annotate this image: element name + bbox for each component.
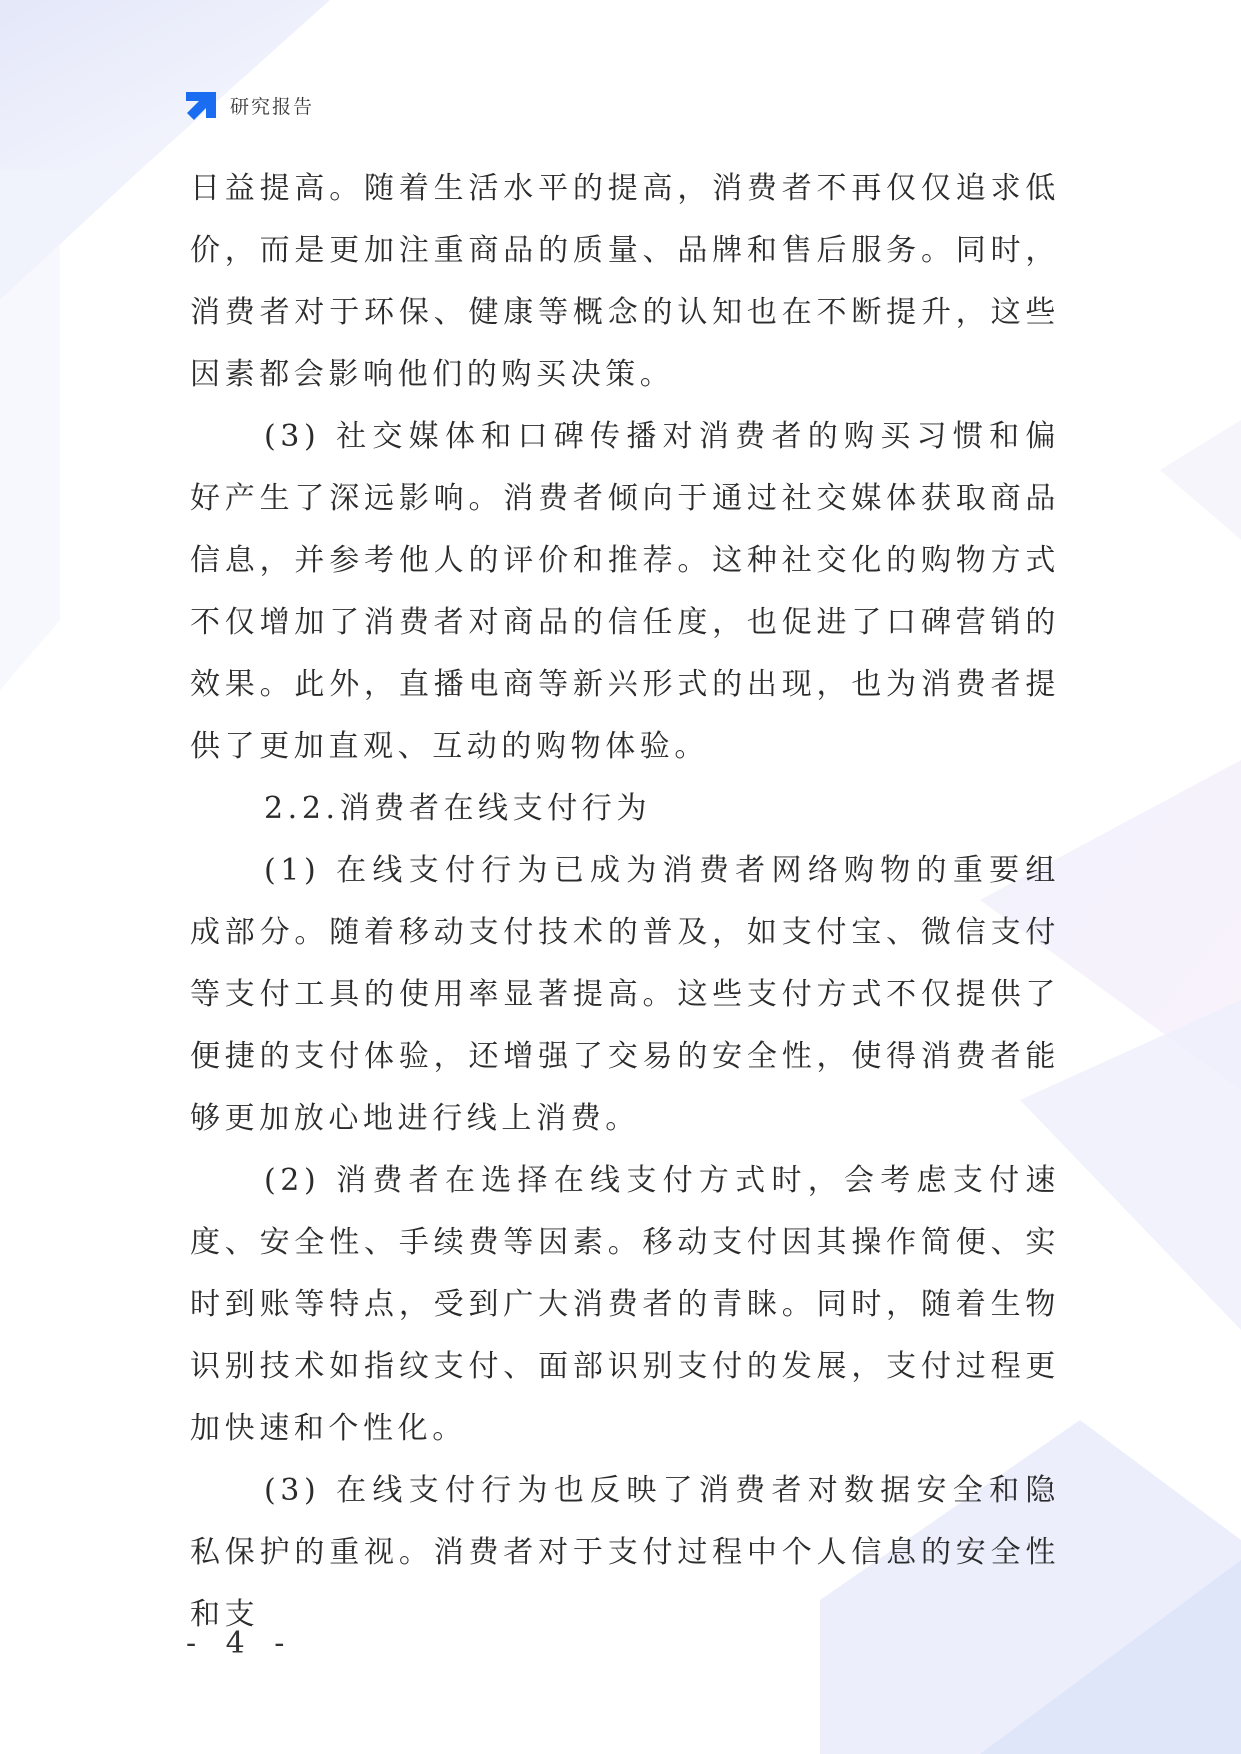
paragraph: 日益提高。随着生活水平的提高，消费者不再仅仅追求低价，而是更加注重商品的质量、品牌和售后服务。同时，消费者对于环保、健康等概念的认知也在不断提升，这些因素都会影响他们的购买决策。: [190, 171, 1060, 392]
paragraph: (2) 消费者在选择在线支付方式时，会考虑支付速度、安全性、手续费等因素。移动支付因其操作简便、实时到账等特点，受到广大消费者的青睐。同时，随着生物识别技术如指纹支付、面部识别支付的发展，支付过程更加快速和个性化。: [190, 1163, 1060, 1446]
document-body: [190, 158, 1060, 1646]
paragraph: (3) 社交媒体和口碑传播对消费者的购买习惯和偏好产生了深远影响。消费者倾向于通过社交媒体获取商品信息，并参考他人的评价和推荐。这种社交化的购物方式不仅增加了消费者对商品的信任度，也促进了口碑营销的效果。此外，直播电商等新兴形式的出现，也为消费者提供了更加直观、互动的购物体验。: [190, 419, 1060, 764]
page-number: - 4 -: [186, 1626, 295, 1661]
paragraph: (3) 在线支付行为也反映了消费者对数据安全和隐私保护的重视。消费者对于支付过程中个人信息的安全性和支: [190, 1473, 1060, 1632]
section-heading: 2.2.消费者在线支付行为: [264, 791, 652, 826]
header-title: 研究报告: [230, 95, 315, 118]
paragraph: (1) 在线支付行为已成为消费者网络购物的重要组成部分。随着移动支付技术的普及，如支付宝、微信支付等支付工具的使用率显著提高。这些支付方式不仅提供了便捷的支付体验，还增强了交易的安全性，使得消费者能够更加放心地进行线上消费。: [190, 853, 1060, 1136]
header: [186, 88, 314, 122]
arrow-logo-icon: [186, 88, 220, 122]
